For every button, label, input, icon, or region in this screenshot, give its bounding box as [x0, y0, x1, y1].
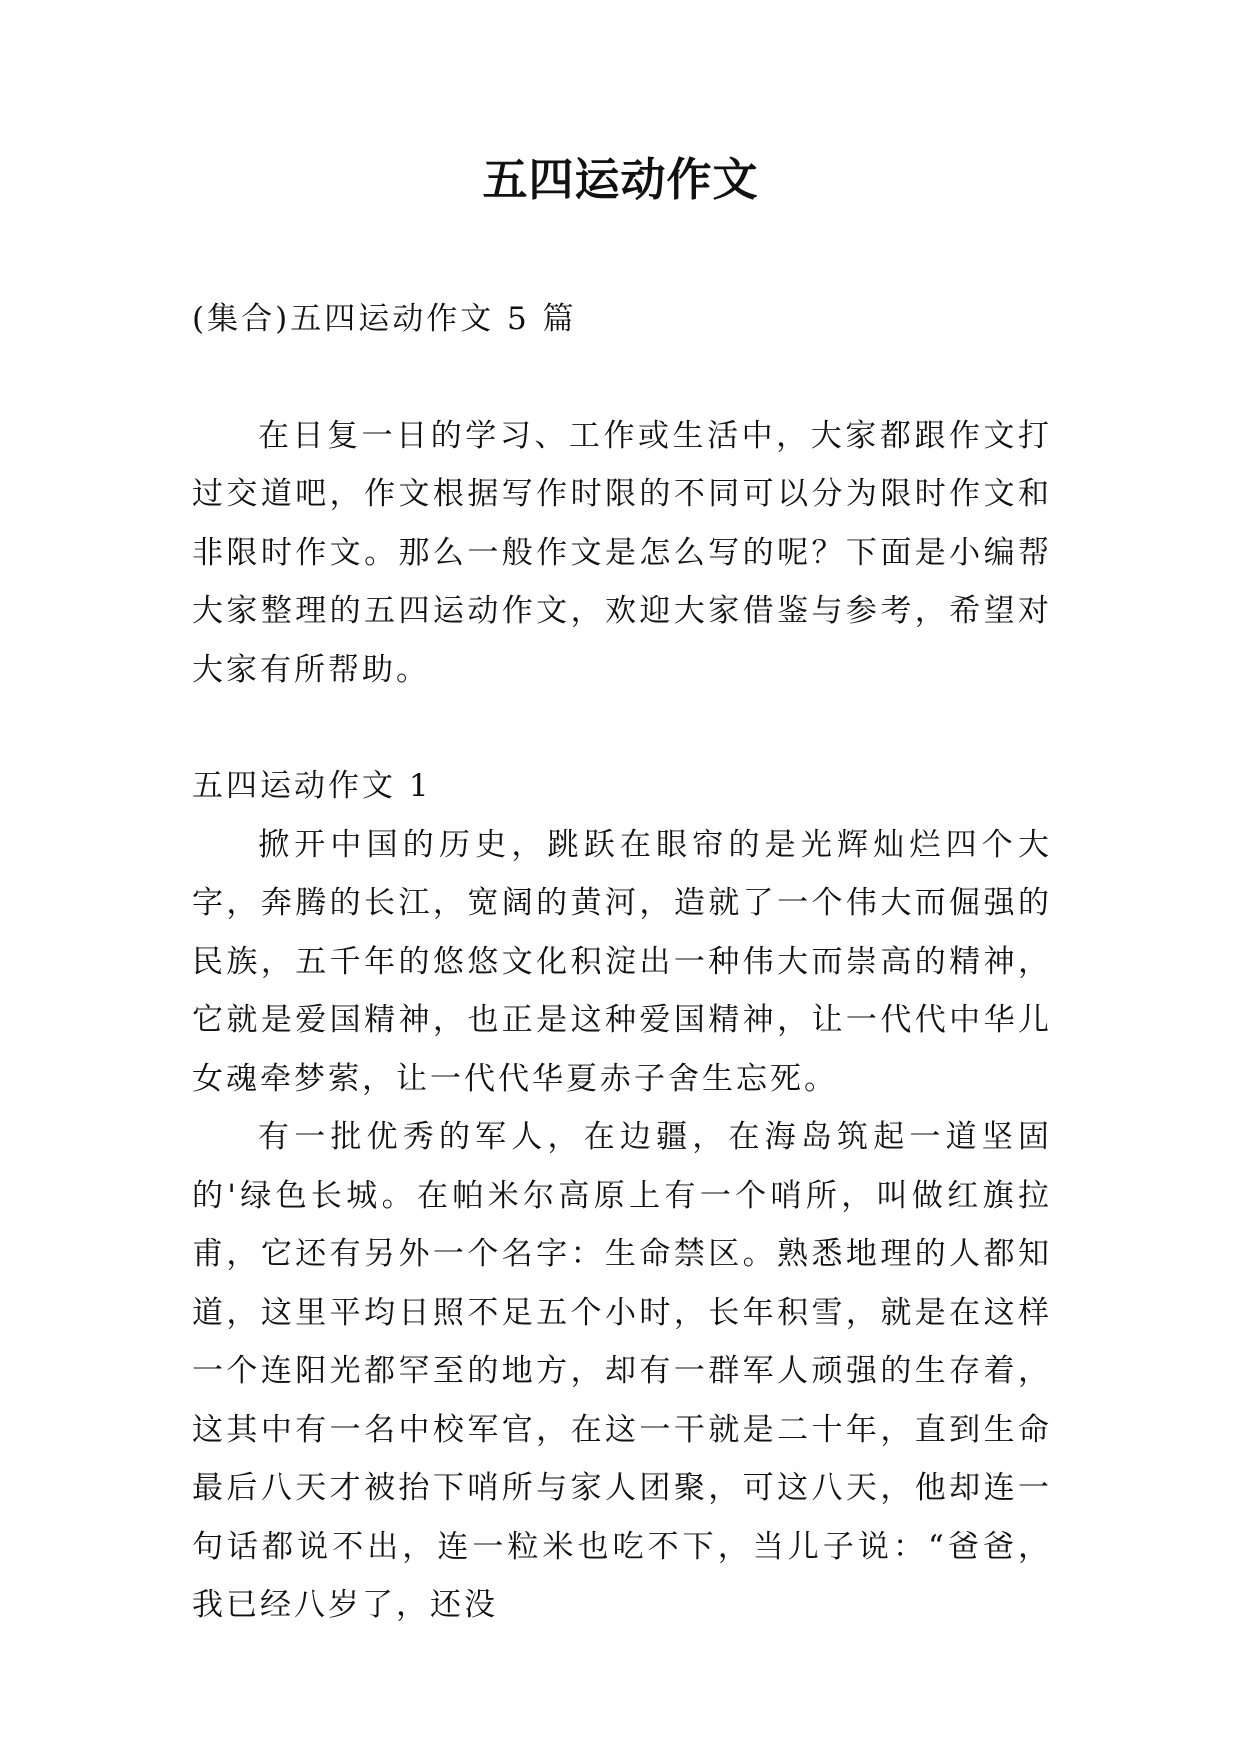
intro-paragraph: 在日复一日的学习、工作或生活中，大家都跟作文打过交道吧，作文根据写作时限的不同可以分为限时作文和非限时作文。那么一般作文是怎么写的呢？下面是小编帮大家整理的五四运动作文，欢迎大家借鉴与参考，希望对大家有所帮助。 — [192, 417, 1052, 688]
document-subtitle: (集合)五四运动作文 5 篇 — [192, 301, 577, 337]
body-paragraph: 掀开中国的历史，跳跃在眼帘的是光辉灿烂四个大字，奔腾的长江，宽阔的黄河，造就了一个伟大而倔强的民族，五千年的悠悠文化积淀出一种伟大而崇高的精神，它就是爱国精神，也正是这种爱国精神，让一代代中华儿女魂牵梦萦，让一代代华夏赤子舍生忘死。 — [192, 826, 1052, 1097]
document-title: 五四运动作文 — [482, 153, 759, 206]
body-paragraph: 有一批优秀的军人，在边疆，在海岛筑起一道坚固的'绿色长城。在帕米尔高原上有一个哨所，叫做红旗拉甫，它还有另外一个名字：生命禁区。熟悉地理的人都知道，这里平均日照不足五个小时，长年积雪，就是在这样一个连阳光都罕至的地方，却有一群军人顽强的生存着，这其中有一名中校军官，在这一干就是二十年，直到生命最后八天才被抬下哨所与家人团聚，可这八天，他却连一句话都说不出，连一粒米也吃不下，当儿子说：“爸爸，我已经八岁了，还没 — [192, 1119, 1052, 1623]
section-heading: 五四运动作文 1 — [192, 768, 432, 804]
document-body — [192, 290, 1052, 1635]
